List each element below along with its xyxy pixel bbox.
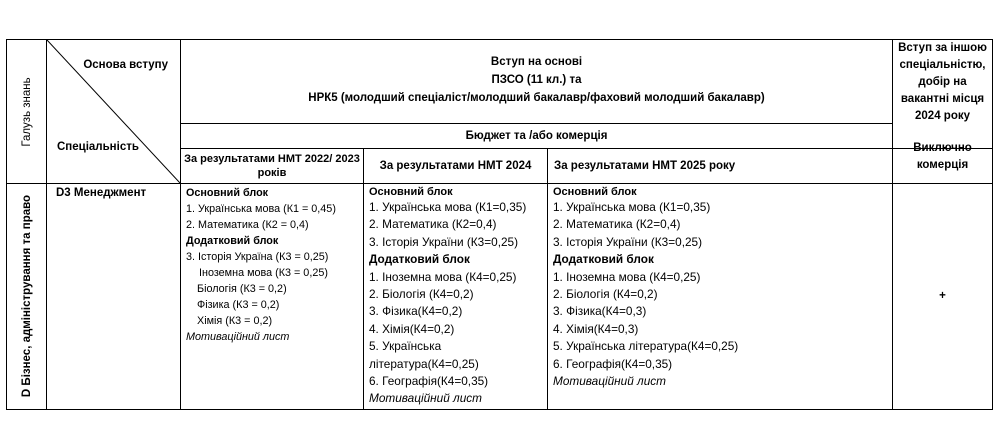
subject-item: 1. Іноземна мова (К4=0,25) [553, 269, 701, 284]
col3-title: За результатами НМТ 2025 року [554, 160, 736, 172]
extra-block-heading: Додатковий блок [186, 235, 279, 247]
subject-item: 3. Фізика(К4=0,2) [369, 304, 463, 319]
subject-item: Фізика (К3 = 0,2) [197, 299, 280, 311]
subject-item: 2. Математика (К2 = 0,4) [186, 219, 309, 231]
field-label: Галузь знань [20, 76, 33, 147]
specialty-label: Спеціальність [57, 141, 139, 153]
admission-table [6, 39, 993, 410]
subject-item: Іноземна мова (К3 = 0,25) [199, 267, 328, 279]
subject-item: 5. Українська література(К4=0,25) [553, 339, 739, 354]
subject-item: 1. Українська мова (К1=0,35) [553, 200, 711, 214]
field-text: D Бізнес, адміністрування та право [20, 195, 33, 398]
subject-item: Хімія (К3 = 0,2) [197, 315, 273, 327]
specialty-value: D3 Менеджмент [56, 187, 147, 199]
subject-item: 2. Біологія (К4=0,2) [553, 287, 658, 302]
col1-title-cell [181, 149, 364, 184]
main-title-cell [181, 40, 893, 124]
col1-cell [181, 184, 364, 410]
basis-label: Основа вступу [83, 59, 168, 71]
main-block-heading: Основний блок [186, 187, 269, 199]
col2-title: За результатами НМТ 2024 [379, 160, 532, 172]
commerce-mark: + [939, 290, 946, 303]
commerce-cell [893, 184, 993, 410]
subject-item: 3. Фізика(К4=0,3) [553, 304, 647, 319]
subject-item: 5. Українська [369, 339, 442, 354]
other-specialty-cell [893, 40, 993, 149]
motivation-letter: Мотиваційний лист [186, 331, 290, 343]
subject-item: Біологія (К3 = 0,2) [197, 283, 287, 295]
subject-item: 3. Історія України (К3=0,25) [369, 234, 519, 249]
specialty-cell [47, 184, 181, 410]
exclusive-cell [893, 142, 993, 184]
subject-item: література(К4=0,25) [369, 356, 479, 371]
funding-cell [181, 124, 893, 149]
funding-label: Бюджет та /або комерція [465, 130, 608, 142]
subject-item: 2. Математика (К2=0,4) [553, 217, 681, 232]
exclusive-line: комерція [916, 159, 969, 171]
field-value [19, 195, 35, 397]
field-header-cell [7, 40, 47, 184]
subject-item: 2. Біологія (К4=0,2) [369, 287, 474, 302]
main-block-heading: Основний блок [369, 186, 453, 198]
col2-title-cell [364, 149, 548, 184]
subject-item: 1. Українська мова (К1=0,35) [369, 200, 527, 214]
col3-title-cell [548, 149, 893, 184]
extra-block-heading: Додатковий блок [369, 252, 470, 267]
col1-title: За результатами НМТ 2022/ 2023 років [184, 153, 360, 179]
motivation-letter: Мотиваційний лист [369, 391, 482, 406]
main-title-line: Вступ на основі [490, 56, 583, 68]
field-cell [7, 184, 47, 410]
subject-item: 6. Географія(К4=0,35) [369, 374, 489, 389]
other-specialty-line: спеціальністю, [899, 59, 986, 71]
motivation-letter: Мотиваційний лист [553, 374, 666, 389]
extra-block-heading: Додатковий блок [553, 252, 654, 267]
main-title-line: ПЗСО (11 кл.) та [491, 74, 582, 86]
main-block-heading: Основний блок [553, 186, 637, 198]
subject-item: 1. Українська мова (К1 = 0,45) [186, 203, 336, 215]
subject-item: 4. Хімія(К4=0,2) [369, 321, 455, 336]
other-specialty-line: 2024 року [915, 110, 970, 122]
main-title-line: НРК5 (молодший спеціаліст/молодший бакалавр/фаховий молодший бакалавр) [308, 92, 765, 104]
col3-cell [548, 184, 893, 410]
col2-cell [364, 184, 548, 410]
subject-item: 3. Історія Україна (К3 = 0,25) [186, 251, 329, 263]
exclusive-line: Виключно [913, 142, 972, 154]
other-specialty-line: Вступ за іншою [898, 42, 987, 54]
subject-item: 1. Іноземна мова (К4=0,25) [369, 269, 517, 284]
diagonal-header-cell [47, 40, 181, 184]
other-specialty-line: добір на [918, 76, 967, 88]
subject-item: 3. Історія України (К3=0,25) [553, 234, 703, 249]
subject-item: 4. Хімія(К4=0,3) [553, 321, 639, 336]
subject-item: 6. Географія(К4=0,35) [553, 356, 673, 371]
subject-item: 2. Математика (К2=0,4) [369, 217, 497, 232]
other-specialty-line: вакантні місця [900, 93, 985, 105]
